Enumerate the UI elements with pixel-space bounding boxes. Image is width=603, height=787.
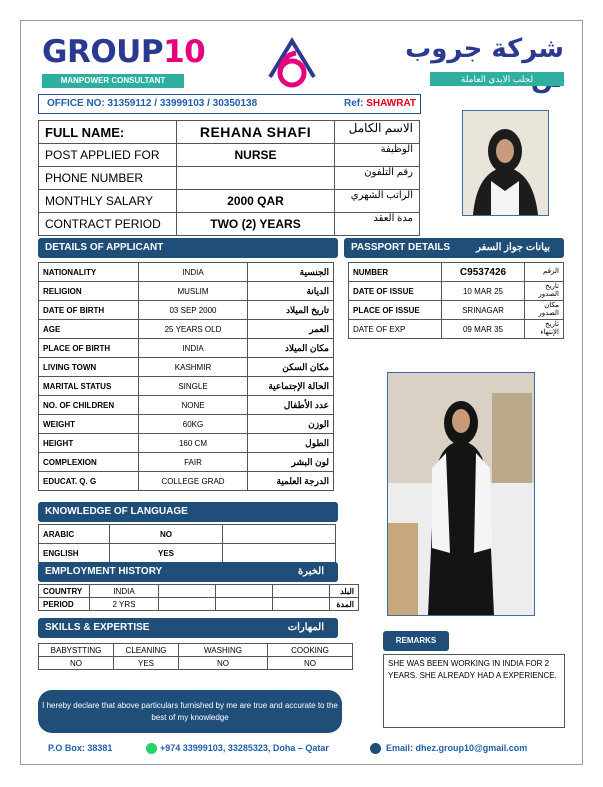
- company-emblem-icon: [262, 33, 322, 93]
- table-row: FULL NAME: REHANA SHAFI الاسم الكامل: [39, 121, 420, 144]
- table-row: MONTHLY SALARY 2000 QAR الراتب الشهري: [39, 190, 420, 213]
- footer-email: Email: dhez.group10@gmail.com: [370, 743, 527, 754]
- skills-header: SKILLS & EXPERTISE المهارات: [38, 618, 338, 638]
- table-row: PERIOD 2 YRS المدة: [39, 598, 359, 611]
- employment-table: [38, 584, 359, 611]
- remarks-header: REMARKS: [383, 631, 449, 651]
- declaration: I hereby declare that above particulars furnished by me are true and accurate to the best of my knowledge: [38, 690, 342, 733]
- table-row: LIVING TOWN KASHMIR مكان السكن: [39, 358, 334, 377]
- table-row: HEIGHT 160 CM الطول: [39, 434, 334, 453]
- table-row: ENGLISH YES: [39, 544, 336, 563]
- passport-header: PASSPORT DETAILS بيانات جواز السفر: [344, 238, 564, 258]
- table-row: NATIONALITY INDIA الجنسية: [39, 263, 334, 282]
- table-row: CONTRACT PERIOD TWO (2) YEARS مدة العقد: [39, 213, 420, 236]
- office-numbers: OFFICE NO: 31359112 / 33999103 / 30350138: [47, 98, 258, 109]
- language-table: [38, 524, 336, 563]
- details-table: [38, 262, 334, 491]
- table-row: DATE OF BIRTH 03 SEP 2000 تاريخ الميلاد: [39, 301, 334, 320]
- post-value: NURSE: [177, 144, 335, 167]
- table-row: BABYSTTING CLEANING WASHING COOKING: [39, 644, 353, 657]
- whatsapp-icon: [146, 743, 157, 754]
- table-row: NO YES NO NO: [39, 657, 353, 670]
- group10-logo: GROUP10: [42, 34, 206, 70]
- table-row: ARABIC NO: [39, 525, 336, 544]
- passport-photo: [462, 110, 549, 216]
- phone-value: [177, 167, 335, 190]
- group10-subtitle: MANPOWER CONSULTANT: [42, 74, 184, 88]
- table-row: NO. OF CHILDREN NONE عدد الأطفال: [39, 396, 334, 415]
- details-header: DETAILS OF APPLICANT: [38, 238, 338, 258]
- office-bar: [38, 94, 421, 114]
- table-row: AGE 25 YEARS OLD العمر: [39, 320, 334, 339]
- full-body-photo: [387, 372, 535, 616]
- skills-table: [38, 643, 353, 670]
- arabic-company-name: شركة جروب: [405, 34, 564, 64]
- arabic-company-subtitle: لجلب الايدي العاملة: [430, 72, 564, 86]
- language-header: KNOWLEDGE OF LANGUAGE: [38, 502, 338, 522]
- table-row: COMPLEXION FAIR لون البشر: [39, 453, 334, 472]
- table-row: PHONE NUMBER رقم التلفون: [39, 167, 420, 190]
- remarks-text: SHE WAS BEEN WORKING IN INDIA FOR 2 YEARS. SHE ALREADY HAD A EXPERIENCE.: [383, 654, 565, 728]
- table-row: POST APPLIED FOR NURSE الوظيفة: [39, 144, 420, 167]
- passport-table: [348, 262, 564, 339]
- employment-header: EMPLOYMENT HISTORY الخبرة: [38, 562, 338, 582]
- table-row: PLACE OF BIRTH INDIA مكان الميلاد: [39, 339, 334, 358]
- applicant-summary-table: [38, 120, 420, 236]
- table-row: DATE OF EXP 09 MAR 35 تاريخ الإنتهاء: [349, 320, 564, 339]
- table-row: RELIGION MUSLIM الديانة: [39, 282, 334, 301]
- po-box: P.O Box: 38381: [48, 743, 113, 753]
- table-row: EDUCAT. Q. G COLLEGE GRAD الدرجة العلمية: [39, 472, 334, 491]
- table-row: NUMBER C9537426 الرقم: [349, 263, 564, 282]
- email-icon: [370, 743, 381, 754]
- full-name-value: REHANA SHAFI: [177, 121, 335, 144]
- table-row: PLACE OF ISSUE SRINAGAR مكان الصدور: [349, 301, 564, 320]
- contract-value: TWO (2) YEARS: [177, 213, 335, 236]
- table-row: WEIGHT 60KG الوزن: [39, 415, 334, 434]
- footer-phone: +974 33999103, 33285323, Doha – Qatar: [146, 743, 329, 754]
- table-row: MARITAL STATUS SINGLE الحالة الإجتماعية: [39, 377, 334, 396]
- table-row: DATE OF ISSUE 10 MAR 25 تاريخ الصدور: [349, 282, 564, 301]
- reference: Ref: SHAWRAT: [344, 98, 417, 109]
- table-row: COUNTRY INDIA البلد: [39, 585, 359, 598]
- salary-value: 2000 QAR: [177, 190, 335, 213]
